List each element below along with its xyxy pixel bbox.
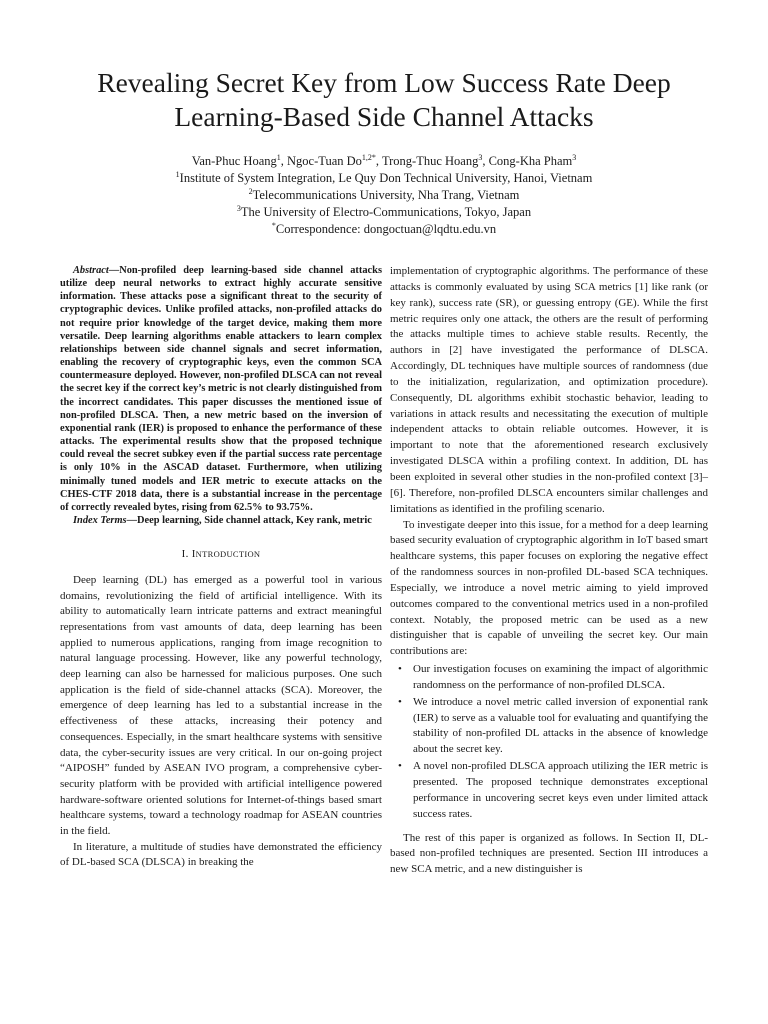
affiliation-text: Institute of System Integration, Le Quy Don Technical University, Hanoi, Vietnam <box>179 171 593 185</box>
section-number: I. <box>181 548 192 561</box>
index-terms <box>60 514 382 527</box>
author-separator: , <box>280 154 288 168</box>
author-affiliation-marker: 1,2* <box>361 152 376 162</box>
author-affiliation-marker: 3 <box>572 152 577 162</box>
author-name: Trong-Thuc Hoang <box>381 154 479 168</box>
affiliation-line <box>40 170 728 187</box>
intro-paragraph: In literature, a multitude of studies have demonstrated the efficiency of DL-based SCA (DLSCA) in breaking the <box>60 840 382 869</box>
index-terms-label: Index Terms <box>73 514 127 526</box>
list-item <box>390 759 708 822</box>
author-separator: , <box>375 154 382 168</box>
correspondence-email: Correspondence: dongoctuan@lqdtu.edu.vn <box>275 222 497 236</box>
section-heading-introduction <box>60 547 382 563</box>
contributions-list <box>390 662 708 822</box>
abstract-text: —Non-profiled deep learning-based side channel attacks utilize deep neural networks to extract highly accurate sensitive information. These attacks pose a significant threat to the security of cryptographic devices. Unlike profiled attacks, non-profiled attacks do not require prior knowledge of the target device, making them more versatile. Deep learning algorithms enable attackers to learn complex relationships between side channel signals and secret information, enabling the recovery of cryptographic keys, even the common SCA countermeasure deployed. However, non-profiled DLSCA can not reveal the secret key if the correct key’s metric is not clearly distinguished from the incorrect candidates. This paper discusses the mentioned issue of non-profiled DLSCA. Then, a new metric based on the inversion of exponential rank (IER) is proposed to enhance the performance of these attacks. The experimental results show that the proposed technique could reveal the secret subkey even if the partial success rate percentage is only 10% in the ASCAD dataset. Furthermore, when utilizing minimally tuned models and IER metric to execute attacks on the CHES-CTF 2018 data, there is a substantial increase in the percentage of correctly revealed bytes, rising from 62.5% to 93.75%. <box>60 265 382 513</box>
list-item <box>390 662 708 694</box>
list-item <box>390 695 708 758</box>
affiliation-line <box>40 204 728 221</box>
section-title-rest: NTRODUCTION <box>195 549 261 560</box>
correspondence-line <box>40 221 728 238</box>
paper-title-line-1: Revealing Secret Key from Low Success Rate Deep <box>97 67 671 98</box>
author-affiliation-marker: 3 <box>478 152 483 162</box>
affiliation-text: Telecommunications University, Nha Trang, Vietnam <box>252 188 520 202</box>
author-block <box>40 153 728 238</box>
body-paragraph: To investigate deeper into this issue, for a method for a deep learning based security evaluation of cryptographic algorithm in IoT based smart healthcare systems, this paper focuses on exploring the negative effect of the randomness sources in non-profiled DL-based SCA techniques. Especially, we introduce a novel metric aiming to yield improved outcomes compared to the conventional metrics used in a non-profiled context. Notably, the proposed metric can be used as a new distinguisher that is capable of unveiling the secret key. Our main contributions are: <box>390 518 708 658</box>
author-name: Ngoc-Tuan Do <box>287 154 362 168</box>
author-affiliation-marker: 1 <box>276 152 281 162</box>
affiliation-marker: 2 <box>248 186 253 196</box>
affiliation-line <box>40 187 728 204</box>
paper-title-line-2: Learning-Based Side Channel Attacks <box>174 101 594 132</box>
bullet-icon: • <box>398 663 402 676</box>
section-title-initial: I <box>191 548 196 561</box>
list-item-text: A novel non-profiled DLSCA approach utilizing the IER metric is presented. The proposed technique demonstrates exceptional performance in uncovering secret keys even under limited attack success rates. <box>413 760 708 820</box>
body-paragraph: The rest of this paper is organized as follows. In Section II, DL-based non-profiled techniques are presented. Section III introduces a new SCA metric, and a new distinguisher is <box>390 831 708 876</box>
affiliation-text: The University of Electro-Communications, Tokyo, Japan <box>240 205 532 219</box>
bullet-icon: • <box>398 695 402 708</box>
right-column <box>390 264 708 878</box>
author-separator: , <box>482 154 489 168</box>
correspondence-marker: * <box>271 220 276 230</box>
abstract-label: Abstract <box>73 265 109 276</box>
affiliation-marker: 3 <box>236 203 241 213</box>
list-item-text: We introduce a novel metric called inversion of exponential rank (IER) to serve as a valuable tool for evaluating and quantifying the stability of non-profiled DL attacks in the absence of knowledge about the secret key. <box>413 695 708 756</box>
left-column <box>60 264 382 871</box>
paper-title <box>40 66 728 134</box>
list-item-text: Our investigation focuses on examining the impact of algorithmic randomness on the performance of non-profiled DLSCA. <box>413 663 708 691</box>
affiliation-marker: 1 <box>175 169 180 179</box>
author-list <box>40 153 728 170</box>
intro-paragraph: Deep learning (DL) has emerged as a powerful tool in various domains, revolutionizing the field of artificial intelligence. With its ability to automatically learn intricate patterns and extract meaningful representations from vast amounts of data, deep learning has been applied to numerous applications, ranging from image recognition to natural language processing. However, like any powerful technology, deep learning can also be harnessed for malicious purposes. One such application is the field of side-channel attacks (SCA). Moreover, the emergence of deep learning has led to a substantial increase in the effectiveness of these attacks, increasing their potency and consequences. Especially, in the smart healthcare systems with sensitive data, the cyber-security issues are very critical. In our on-going project “AIPOSH” funded by ASEAN IVO program, a comprehensive cyber-security platform with be provided with artificial intelligence powered hardware-software oriented solutions for Internet-of-things based smart healthcare systems, toward a technology roadmap for ASEAN countries in the field. <box>60 573 382 838</box>
index-terms-text: —Deep learning, Side channel attack, Key rank, metric <box>126 514 372 526</box>
abstract <box>60 264 382 514</box>
author-name: Van-Phuc Hoang <box>191 154 277 168</box>
bullet-icon: • <box>398 760 402 773</box>
author-name: Cong-Kha Pham <box>488 154 573 168</box>
body-paragraph-continued: implementation of cryptographic algorithms. The performance of these attacks is commonly evaluated by using SCA metrics [1] like rank (or key rank), success rate (SR), or guessing entropy (GE). While the first metric requires only one attack, the others are the result of performing the attacks multiple times to achieve stable results. Recently, the authors in [2] have investigated the performance of DLSCA. Accordingly, DL techniques have multiple sources of randomness (due to the initialization, regularization, and optimization procedure). Consequently, DL algorithms exhibit stochastic behavior, leading to variations in attack results and necessitating the execution of multiple independent attacks to obtain reliable outcomes. However, it is important to note that the aforementioned research exclusively investigated DLSCA within a profiling context. In addition, DL has been exploited in several other studies in the non-profiled context [3]–[6]. Therefore, non-profiled DLSCA encounters similar challenges and limitations as identified in the profiling scenario. <box>390 265 708 515</box>
